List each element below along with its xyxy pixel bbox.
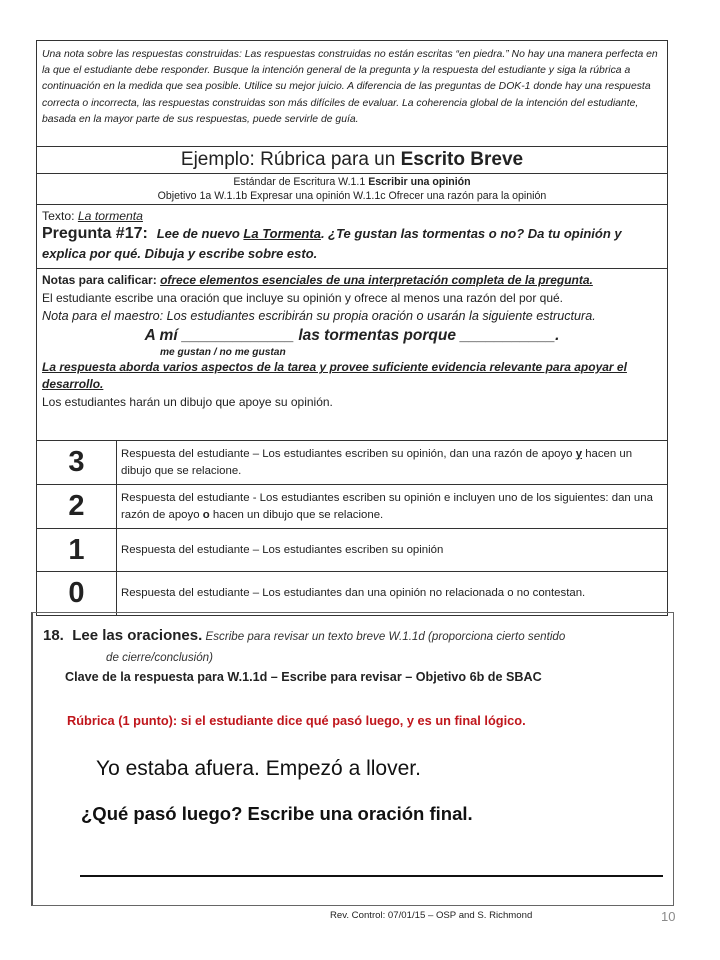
item-sentences: Yo estaba afuera. Empezó a llover. (96, 757, 421, 780)
question-number: Pregunta #17: (42, 225, 148, 242)
drawing-note: Los estudiantes harán un dibujo que apoye su opinión. (42, 395, 333, 409)
standard-cell (37, 174, 668, 205)
item-number: 18. (43, 627, 64, 644)
response-addresses: La respuesta aborda varios aspectos de la tarea y provee suficiente evidencia relevante para apoyar el desarrollo. (42, 360, 627, 391)
score-row (37, 529, 668, 572)
question-text-b: . ¿Te gustan las tormentas o no? Da tu opinión y explica por qué. Dibuja y escribe sobre esto. (42, 226, 622, 261)
score-desc-a: Respuesta del estudiante - Los estudiantes escriben su opinión e incluyen uno de los siguientes: dan una razón de apoyo (121, 491, 653, 521)
score-value: 2 (37, 485, 117, 529)
page-number: 10 (661, 909, 676, 924)
text-line (42, 208, 662, 224)
item-lead: Lee las oraciones. (72, 627, 203, 644)
score-desc-a: Respuesta del estudiante – Los estudiantes escriben su opinión, dan una razón de apoyo (121, 447, 576, 460)
notes-line-2: El estudiante escribe una oración que incluye su opinión y ofrece al menos una razón del por qué. (42, 291, 563, 305)
rubric-title (37, 147, 668, 174)
item-instruction: Escribe para revisar un texto breve W.1.1d (proporciona cierto sentido (202, 630, 566, 643)
scoring-notes-line (42, 271, 662, 289)
score-desc-em: o (202, 508, 210, 521)
standard-line (37, 175, 667, 189)
score-row (37, 441, 668, 485)
answer-key-line: Clave de la respuesta para W.1.1d – Escribe para revisar – Objetivo 6b de SBAC (65, 670, 542, 684)
sentence-frame-options: me gustan / no me gustan (160, 347, 286, 358)
score-description: Respuesta del estudiante – Los estudiantes escriben su opinión (117, 529, 668, 572)
constructed-response-note: Una nota sobre las respuestas construidas: Las respuestas construidas no están escritas “en piedra.” No hay una manera perfecta en la que el estudiante debe responder. Busque la intención general de la pregunta y la respuesta del estudiante y siga la rúbrica a continuación en la medida que sea posible. Utilice su mejor juicio. A diferencia de las preguntas de DOK-1 donde hay una respuesta correcta o incorrecta, las respuestas construidas son más difíciles de evaluar. La coherencia global de la intención del estudiante, basada en la mayor parte de sus respuestas, puede servirle de guía. (37, 41, 668, 147)
teacher-note: Nota para el maestro: Los estudiantes escribirán su propia oración o usarán la siguiente estructura. (42, 309, 596, 323)
notes-label: Notas para calificar: (42, 273, 161, 287)
text-title: La tormenta (77, 209, 143, 223)
item-prompt: ¿Qué pasó luego? Escribe una oración final. (81, 803, 473, 824)
answer-write-line[interactable] (80, 875, 663, 877)
notes-underlined: ofrece elementos esenciales de una interpretación completa de la pregunta. (160, 273, 593, 287)
standard-prefix: Estándar de Escritura W.1.1 (233, 176, 369, 188)
score-row (37, 572, 668, 616)
rubric-table (36, 40, 668, 616)
score-desc-em: y (575, 447, 583, 460)
question-text-title: La Tormenta (243, 226, 321, 241)
rev-control-footer: Rev. Control: 07/01/15 – OSP and S. Richmond (330, 910, 533, 921)
score-description (117, 441, 668, 485)
question-line (42, 224, 662, 264)
rubric-title-prefix: Ejemplo: Rúbrica para un (180, 149, 401, 170)
scoring-notes-cell (37, 269, 668, 441)
score-description: Respuesta del estudiante – Los estudiantes dan una opinión no relacionada o no contestan. (117, 572, 668, 616)
score-value: 3 (37, 441, 117, 485)
score-value: 1 (37, 529, 117, 572)
standard-bold: Escribir una opinión (368, 176, 471, 188)
score-value: 0 (37, 572, 117, 616)
item-rubric-line: Rúbrica (1 punto): si el estudiante dice qué pasó luego, y es un final lógico. (67, 713, 526, 728)
objective-line: Objetivo 1a W.1.1b Expresar una opinión W.1.1c Ofrecer una razón para la opinión (157, 190, 547, 202)
rubric-title-bold: Escrito Breve (400, 149, 524, 170)
question-text-a: Lee de nuevo (156, 226, 244, 241)
item-18-heading (43, 627, 565, 644)
score-desc-b: hacen un dibujo que se relacione. (121, 447, 633, 477)
score-description (117, 485, 668, 529)
score-row (37, 485, 668, 529)
item-instruction-cont: de cierre/conclusión) (106, 651, 213, 664)
score-desc-b: hacen un dibujo que se relacione. (209, 508, 384, 521)
text-label: Texto: (42, 209, 78, 223)
question-cell (37, 205, 668, 269)
sentence-frame: A mí _____________ las tormentas porque ___________. (144, 327, 560, 344)
item-18-box (31, 612, 674, 906)
